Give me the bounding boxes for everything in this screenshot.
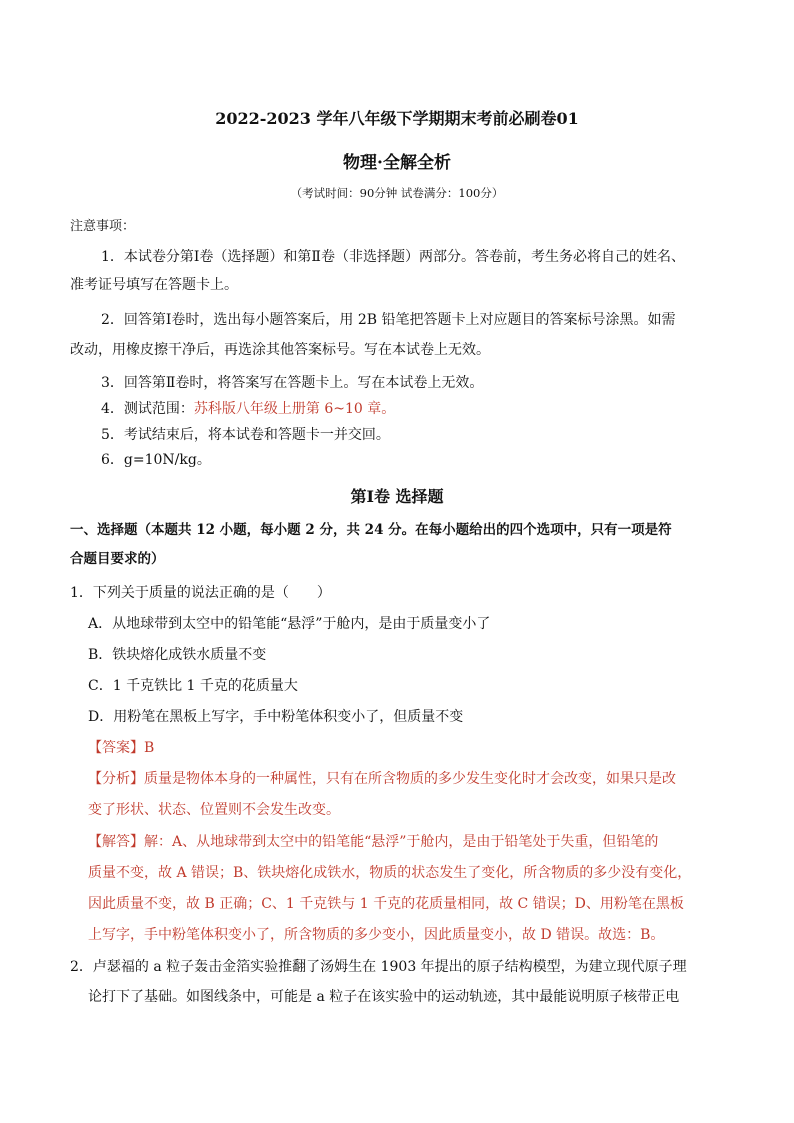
- q1-analysis-line-1: [88, 770, 676, 788]
- solution-tag: 【解答】: [88, 834, 144, 850]
- note-4-scope: 苏科版八年级上册第 6~10 章。: [193, 401, 396, 417]
- note-2-line-1: 2．回答第Ⅰ卷时，选出每小题答案后，用 2B 铅笔把答题卡上对应题目的答案标号涂黑。如需: [101, 312, 676, 328]
- q1-solution-line-4: 上写字，手中粉笔体积变小了，所含物质的多少变小，因此质量变小，故 D 错误。故选：B。: [88, 927, 665, 943]
- q1-stem: 1．下列关于质量的说法正确的是（ ）: [70, 585, 331, 601]
- q1-solution-line-1: [88, 833, 658, 851]
- note-1-line-2: 准考证号填写在答题卡上。: [70, 277, 238, 293]
- note-4: [101, 400, 395, 418]
- note-1-line-1: 1．本试卷分第Ⅰ卷（选择题）和第Ⅱ卷（非选择题）两部分。答卷前，考生务必将自己的姓名、: [101, 249, 685, 265]
- note-4-prefix: 4．测试范围：: [101, 401, 194, 417]
- analysis-text: 质量是物体本身的一种属性，只有在所含物质的多少发生变化时才会改变，如果只是改: [144, 771, 676, 787]
- q1-option-a: A．从地球带到太空中的铅笔能“悬浮”于舱内，是由于质量变小了: [88, 616, 491, 632]
- section-title: 第Ⅰ卷 选择题: [350, 487, 444, 506]
- exam-meta: （考试时间：90分钟 试卷满分：100分）: [290, 186, 504, 200]
- q1-option-c: C．1 千克铁比 1 千克的花质量大: [88, 678, 298, 694]
- q1-option-d: D．用粉笔在黑板上写字，手中粉笔体积变小了，但质量不变: [88, 709, 464, 725]
- q2-line-1: 2．卢瑟福的 a 粒子轰击金箔实验推翻了汤姆生在 1903 年提出的原子结构模型，为建立现代原子理: [70, 959, 687, 975]
- section-intro-line-2: 合题目要求的）: [70, 551, 165, 567]
- note-2-line-2: 改动，用橡皮擦干净后，再选涂其他答案标号。写在本试卷上无效。: [70, 342, 490, 358]
- note-5: 5．考试结束后，将本试卷和答题卡一并交回。: [101, 427, 390, 443]
- solution-text: 解：A、从地球带到太空中的铅笔能“悬浮”于舱内，是由于铅笔处于失重，但铅笔的: [144, 834, 659, 850]
- document-title: 2022-2023 学年八年级下学期期末考前必刷卷01: [215, 109, 579, 128]
- q2-line-2: 论打下了基础。如图线条中，可能是 a 粒子在该实验中的运动轨迹，其中最能说明原子核带正电: [88, 989, 680, 1005]
- section-intro-line-1: 一、选择题（本题共 12 小题，每小题 2 分，共 24 分。在每小题给出的四个选项中，只有一项是符: [70, 522, 672, 538]
- q1-solution-line-3: 因此质量不变，故 B 正确；C、1 千克铁与 1 千克的花质量相同，故 C 错误；D、用粉笔在黑板: [88, 896, 684, 912]
- note-3: 3．回答第Ⅱ卷时，将答案写在答题卡上。写在本试卷上无效。: [101, 375, 484, 391]
- q1-analysis-line-2: 变了形状、状态、位置则不会发生改变。: [88, 802, 340, 818]
- note-6: 6．g=10N/kg。: [101, 452, 211, 468]
- analysis-tag: 【分析】: [88, 771, 144, 787]
- notes-heading: 注意事项：: [70, 219, 136, 234]
- document-subtitle: 物理·全解全析: [343, 153, 451, 173]
- q1-answer: 【答案】B: [88, 740, 155, 756]
- q1-option-b: B．铁块熔化成铁水质量不变: [88, 647, 267, 663]
- q1-solution-line-2: 质量不变，故 A 错误；B、铁块熔化成铁水，物质的状态发生了变化，所含物质的多少没有变化，: [88, 865, 692, 881]
